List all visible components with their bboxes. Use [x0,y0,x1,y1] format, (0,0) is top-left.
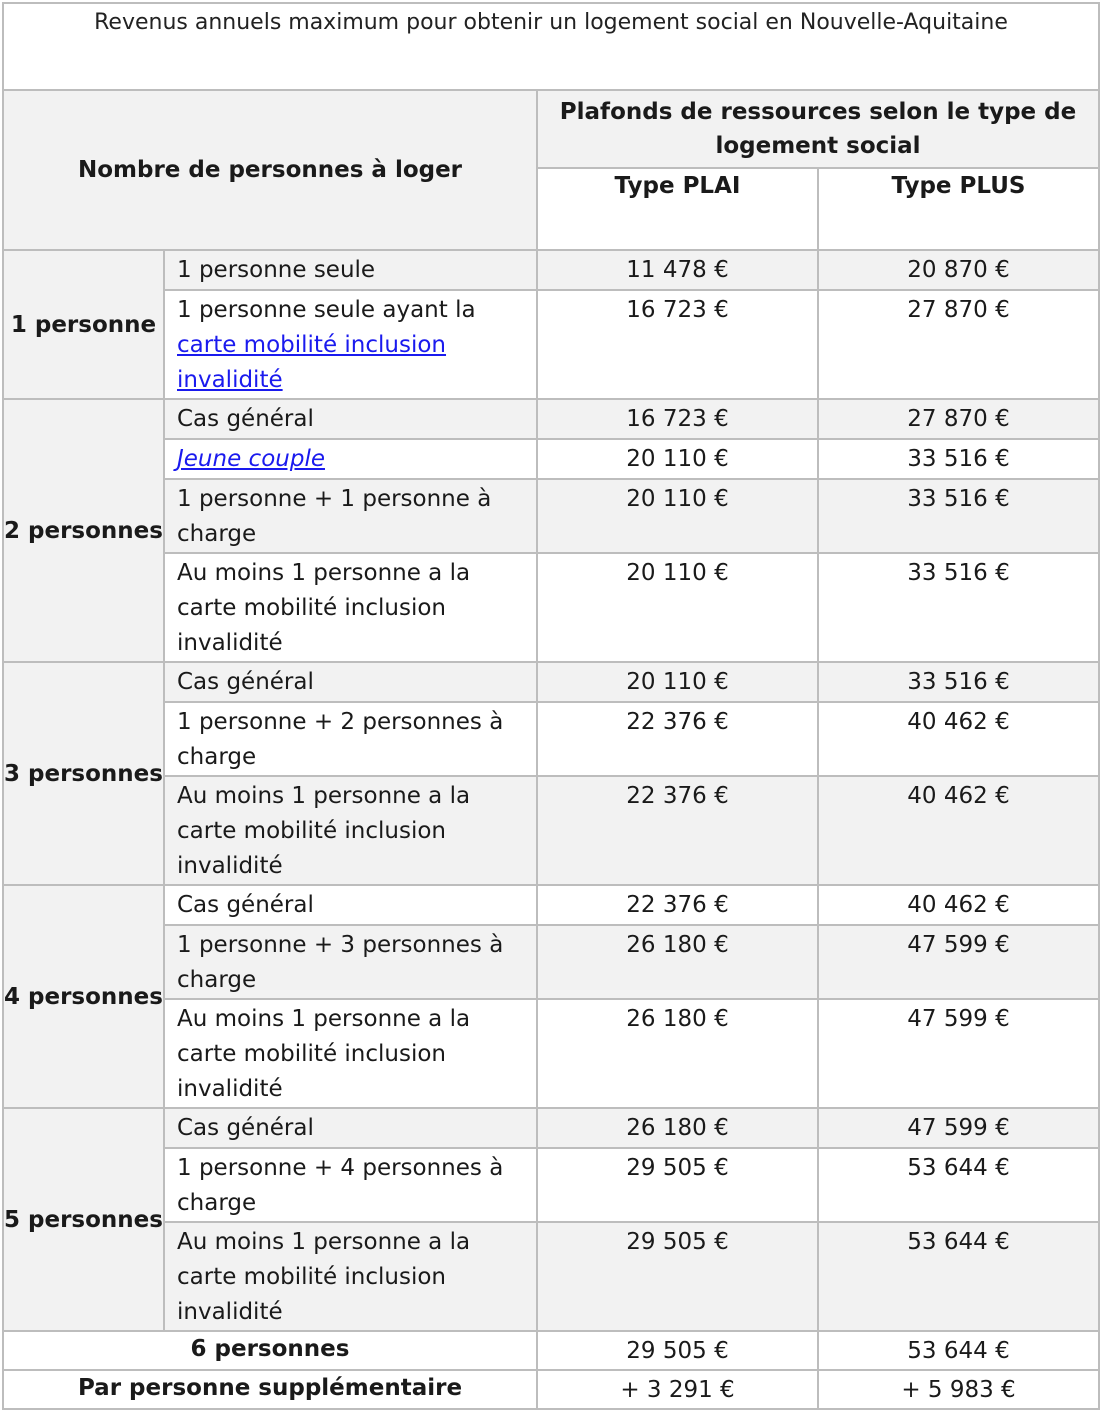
plai-value: + 3 291 € [537,1370,818,1409]
plus-value: 33 516 € [818,662,1099,702]
group-label: 2 personnes [3,399,164,662]
plus-value: 20 870 € [818,250,1099,290]
plus-value: 47 599 € [818,925,1099,999]
table-row [3,479,1099,553]
ceilings-table [2,2,1100,1410]
plai-value: 20 110 € [537,553,818,662]
ceilings-table-container [2,2,1098,1410]
plus-value: 27 870 € [818,290,1099,399]
plus-value: 53 644 € [818,1331,1099,1370]
plai-value: 20 110 € [537,439,818,479]
plus-value: 40 462 € [818,885,1099,925]
group-label: 4 personnes [3,885,164,1108]
row-label: 1 personne + 3 personnes à charge [164,925,537,999]
plai-value: 11 478 € [537,250,818,290]
jeune-couple-link[interactable]: Jeune couple [177,446,325,472]
row-label [164,290,537,399]
plai-value: 26 180 € [537,925,818,999]
ceilings-header: Plafonds de ressources selon le type de logement social [537,90,1099,168]
plai-value: 16 723 € [537,399,818,439]
row-label: Au moins 1 personne a la carte mobilité inclusion invalidité [164,1222,537,1331]
table-row [3,250,1099,290]
table-row [3,776,1099,885]
row-label: 1 personne + 4 personnes à charge [164,1148,537,1222]
plai-value: 16 723 € [537,290,818,399]
row-label [164,439,537,479]
table-row [3,925,1099,999]
row-label: Au moins 1 personne a la carte mobilité inclusion invalidité [164,553,537,662]
plus-value: 47 599 € [818,1108,1099,1148]
row-label: 1 personne + 2 personnes à charge [164,702,537,776]
plai-value: 22 376 € [537,702,818,776]
group-label: 5 personnes [3,1108,164,1331]
table-row [3,702,1099,776]
row-label: 1 personne + 1 personne à charge [164,479,537,553]
table-row [3,999,1099,1108]
row-label: Cas général [164,885,537,925]
footer-label: Par personne supplémentaire [3,1370,537,1409]
group-label: 1 personne [3,250,164,399]
carte-mobilite-inclusion-link[interactable]: carte mobilité inclusion invalidité [177,332,447,393]
plus-value: 53 644 € [818,1222,1099,1331]
table-row [3,885,1099,925]
plai-value: 29 505 € [537,1331,818,1370]
table-row [3,290,1099,399]
persons-column-header: Nombre de personnes à loger [3,90,537,250]
plai-value: 26 180 € [537,1108,818,1148]
table-row [3,1108,1099,1148]
table-row [3,439,1099,479]
table-row [3,1148,1099,1222]
plai-value: 29 505 € [537,1148,818,1222]
plus-value: 33 516 € [818,479,1099,553]
plai-value: 29 505 € [537,1222,818,1331]
table-row [3,399,1099,439]
plus-value: 40 462 € [818,776,1099,885]
plus-value: 27 870 € [818,399,1099,439]
group-label: 3 personnes [3,662,164,885]
table-row [3,662,1099,702]
table-title: Revenus annuels maximum pour obtenir un logement social en Nouvelle-Aquitaine [3,3,1099,90]
plai-value: 22 376 € [537,885,818,925]
plus-value: + 5 983 € [818,1370,1099,1409]
plai-value: 20 110 € [537,662,818,702]
row-label: Cas général [164,399,537,439]
table-row [3,1370,1099,1409]
row-label: Au moins 1 personne a la carte mobilité inclusion invalidité [164,776,537,885]
plai-value: 20 110 € [537,479,818,553]
table-row [3,1222,1099,1331]
row-label: Au moins 1 personne a la carte mobilité inclusion invalidité [164,999,537,1108]
plai-column-header: Type PLAI [537,168,818,250]
plus-value: 33 516 € [818,553,1099,662]
row-label: Cas général [164,662,537,702]
footer-label: 6 personnes [3,1331,537,1370]
table-row [3,1331,1099,1370]
plai-value: 26 180 € [537,999,818,1108]
plus-value: 53 644 € [818,1148,1099,1222]
row-label: Cas général [164,1108,537,1148]
plus-value: 33 516 € [818,439,1099,479]
plai-value: 22 376 € [537,776,818,885]
row-label: 1 personne seule [164,250,537,290]
table-row [3,553,1099,662]
plus-value: 40 462 € [818,702,1099,776]
row-label-text: 1 personne seule ayant la [177,297,476,323]
plus-value: 47 599 € [818,999,1099,1108]
plus-column-header: Type PLUS [818,168,1099,250]
